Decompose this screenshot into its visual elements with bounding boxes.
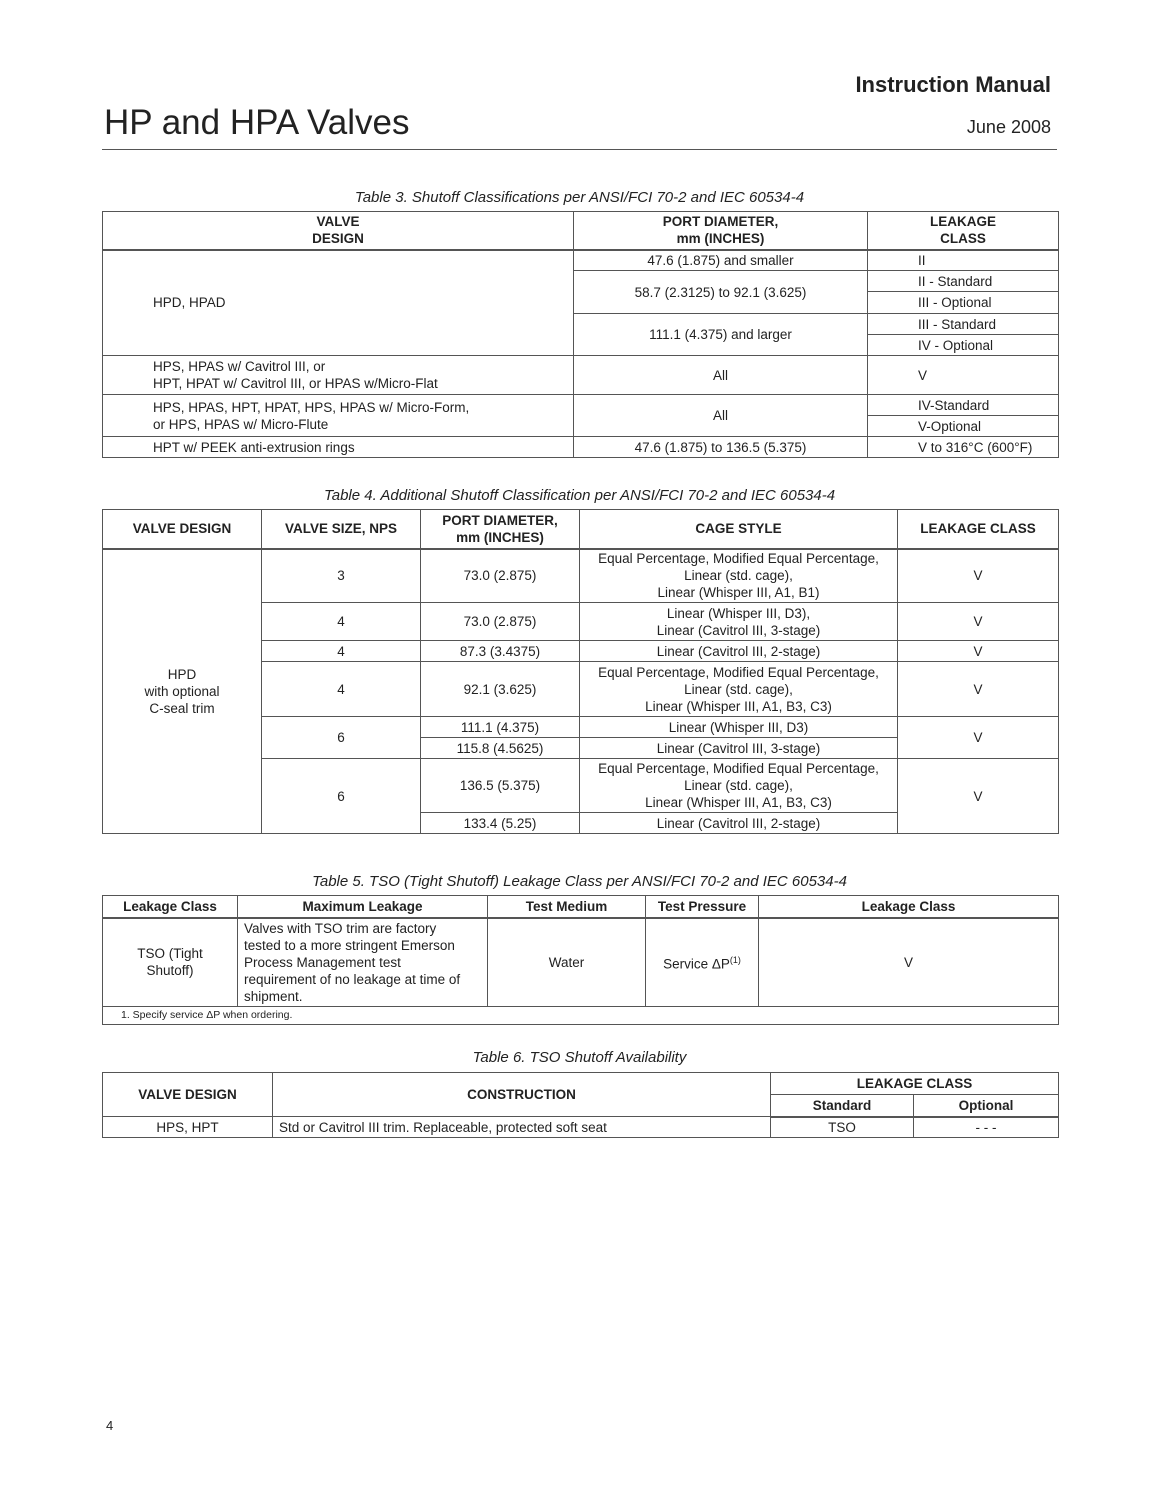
table-cell: HPD with optional C-seal trim xyxy=(103,549,262,834)
table4-header-valve-design: VALVE DESIGN xyxy=(103,510,262,549)
table4-header-port-diameter: PORT DIAMETER, mm (INCHES) xyxy=(421,510,580,549)
table6-caption: Table 6. TSO Shutoff Availability xyxy=(472,1049,687,1066)
table-cell: All xyxy=(574,356,868,395)
table-row xyxy=(103,395,1059,416)
table5-caption: Table 5. TSO (Tight Shutoff) Leakage Class per ANSI/FCI 70-2 and IEC 60534-4 xyxy=(312,873,847,890)
table-cell: II - Standard xyxy=(868,271,1059,292)
table-cell: 47.6 (1.875) and smaller xyxy=(574,250,868,271)
table-cell: III - Standard xyxy=(868,314,1059,335)
table3-header-leakage-class: LEAKAGE CLASS xyxy=(868,212,1059,250)
table4-additional-shutoff xyxy=(102,509,1059,834)
table-cell: 6 xyxy=(262,717,421,759)
table-cell: Equal Percentage, Modified Equal Percentage, Linear (std. cage), Linear (Whisper III, A1, B1) xyxy=(580,549,898,603)
manual-label: Instruction Manual xyxy=(855,72,1051,97)
table-cell: Valves with TSO trim are factory tested to a more stringent Emerson Process Management test requirement of no leakage at time of shipment. xyxy=(238,918,488,1007)
table-cell: TSO xyxy=(771,1117,914,1138)
table4-header-valve-size: VALVE SIZE, NPS xyxy=(262,510,421,549)
table6-tso-availability xyxy=(102,1072,1059,1138)
table-cell: IV - Optional xyxy=(868,335,1059,356)
table-cell: II xyxy=(868,250,1059,271)
table3-shutoff-classifications xyxy=(102,211,1059,458)
table5-tso-leakage xyxy=(102,895,1059,1025)
table3-header-port-diameter: PORT DIAMETER, mm (INCHES) xyxy=(574,212,868,250)
table5-header-leakage-class-2: Leakage Class xyxy=(759,896,1059,918)
table-row xyxy=(103,437,1059,458)
table-row xyxy=(103,250,1059,271)
table-cell: 4 xyxy=(262,603,421,641)
table-cell: 4 xyxy=(262,662,421,717)
table5-header-leakage-class: Leakage Class xyxy=(103,896,238,918)
table-cell: HPT w/ PEEK anti-extrusion rings xyxy=(103,437,574,458)
table-cell: HPS, HPAS w/ Cavitrol III, or HPT, HPAT w/ Cavitrol III, or HPAS w/Micro-Flat xyxy=(103,356,574,395)
table-cell: 6 xyxy=(262,759,421,834)
table-cell: 58.7 (2.3125) to 92.1 (3.625) xyxy=(574,271,868,314)
table-cell: V to 316°C (600°F) xyxy=(868,437,1059,458)
header-divider xyxy=(102,149,1057,150)
table-cell: 73.0 (2.875) xyxy=(421,549,580,603)
table-cell: III - Optional xyxy=(868,292,1059,314)
table5-footnote: 1. Specify service ΔP when ordering. xyxy=(103,1007,1059,1025)
table-cell: V xyxy=(898,641,1059,662)
table-cell: V xyxy=(898,717,1059,759)
table4-caption: Table 4. Additional Shutoff Classification per ANSI/FCI 70-2 and IEC 60534-4 xyxy=(323,487,836,504)
table-cell: Water xyxy=(488,918,646,1007)
publication-date: June 2008 xyxy=(966,117,1051,137)
table-cell: Service ΔP$^{(1)}$ xyxy=(646,918,759,1007)
table-cell: Linear (Cavitrol III, 3-stage) xyxy=(580,738,898,759)
table-cell: V xyxy=(898,549,1059,603)
table5-header-max-leakage: Maximum Leakage xyxy=(238,896,488,918)
table4-header-cage-style: CAGE STYLE xyxy=(580,510,898,549)
table-cell: Linear (Whisper III, D3), Linear (Cavitrol III, 3-stage) xyxy=(580,603,898,641)
table-cell: TSO (Tight Shutoff) xyxy=(103,918,238,1007)
page-number: 4 xyxy=(106,1418,114,1433)
table-row xyxy=(103,1117,1059,1138)
table-cell: 111.1 (4.375) and larger xyxy=(574,314,868,356)
table6-header-valve-design: VALVE DESIGN xyxy=(103,1073,273,1117)
table-cell: HPS, HPAS, HPT, HPAT, HPS, HPAS w/ Micro-Form, or HPS, HPAS w/ Micro-Flute xyxy=(103,395,574,437)
table6-header-leakage-class: LEAKAGE CLASS xyxy=(771,1073,1059,1095)
table-cell: 3 xyxy=(262,549,421,603)
table-cell: 92.1 (3.625) xyxy=(421,662,580,717)
table3-header-valve-design: VALVE DESIGN xyxy=(103,212,574,250)
table-cell: V xyxy=(898,759,1059,834)
table-cell: Equal Percentage, Modified Equal Percentage, Linear (std. cage), Linear (Whisper III, A1, B3, C3) xyxy=(580,662,898,717)
table5-header-test-pressure: Test Pressure xyxy=(646,896,759,918)
table-cell: 133.4 (5.25) xyxy=(421,813,580,834)
table4-header-leakage-class: LEAKAGE CLASS xyxy=(898,510,1059,549)
table6-header-construction: CONSTRUCTION xyxy=(273,1073,771,1117)
table-cell: All xyxy=(574,395,868,437)
table-row xyxy=(103,356,1059,395)
table-cell: V-Optional xyxy=(868,416,1059,437)
table-cell: 47.6 (1.875) to 136.5 (5.375) xyxy=(574,437,868,458)
table5-header-test-medium: Test Medium xyxy=(488,896,646,918)
table-cell: V xyxy=(898,603,1059,641)
table-row xyxy=(103,549,1059,603)
table-cell: V xyxy=(759,918,1059,1007)
table6-header-standard: Standard xyxy=(771,1095,914,1117)
table-cell: Equal Percentage, Modified Equal Percentage, Linear (std. cage), Linear (Whisper III, A1, B3, C3) xyxy=(580,759,898,813)
table-cell: 4 xyxy=(262,641,421,662)
table-cell: HPD, HPAD xyxy=(103,250,574,356)
table-cell: V xyxy=(868,356,1059,395)
table-cell: 73.0 (2.875) xyxy=(421,603,580,641)
table3-caption: Table 3. Shutoff Classifications per ANSI/FCI 70-2 and IEC 60534-4 xyxy=(354,189,805,206)
table-cell: Linear (Cavitrol III, 2-stage) xyxy=(580,641,898,662)
table-cell: - - - xyxy=(914,1117,1059,1138)
table-cell: HPS, HPT xyxy=(103,1117,273,1138)
table-cell: 136.5 (5.375) xyxy=(421,759,580,813)
table-cell: IV-Standard xyxy=(868,395,1059,416)
table-cell: Linear (Cavitrol III, 2-stage) xyxy=(580,813,898,834)
table-cell: Std or Cavitrol III trim. Replaceable, protected soft seat xyxy=(273,1117,771,1138)
table-cell: 87.3 (3.4375) xyxy=(421,641,580,662)
table-cell: V xyxy=(898,662,1059,717)
table-cell: Linear (Whisper III, D3) xyxy=(580,717,898,738)
table-row xyxy=(103,918,1059,1007)
table-cell: 111.1 (4.375) xyxy=(421,717,580,738)
table-cell: 115.8 (4.5625) xyxy=(421,738,580,759)
table-footnote-row xyxy=(103,1007,1059,1025)
page-title: HP and HPA Valves xyxy=(104,103,410,142)
table6-header-optional: Optional xyxy=(914,1095,1059,1117)
